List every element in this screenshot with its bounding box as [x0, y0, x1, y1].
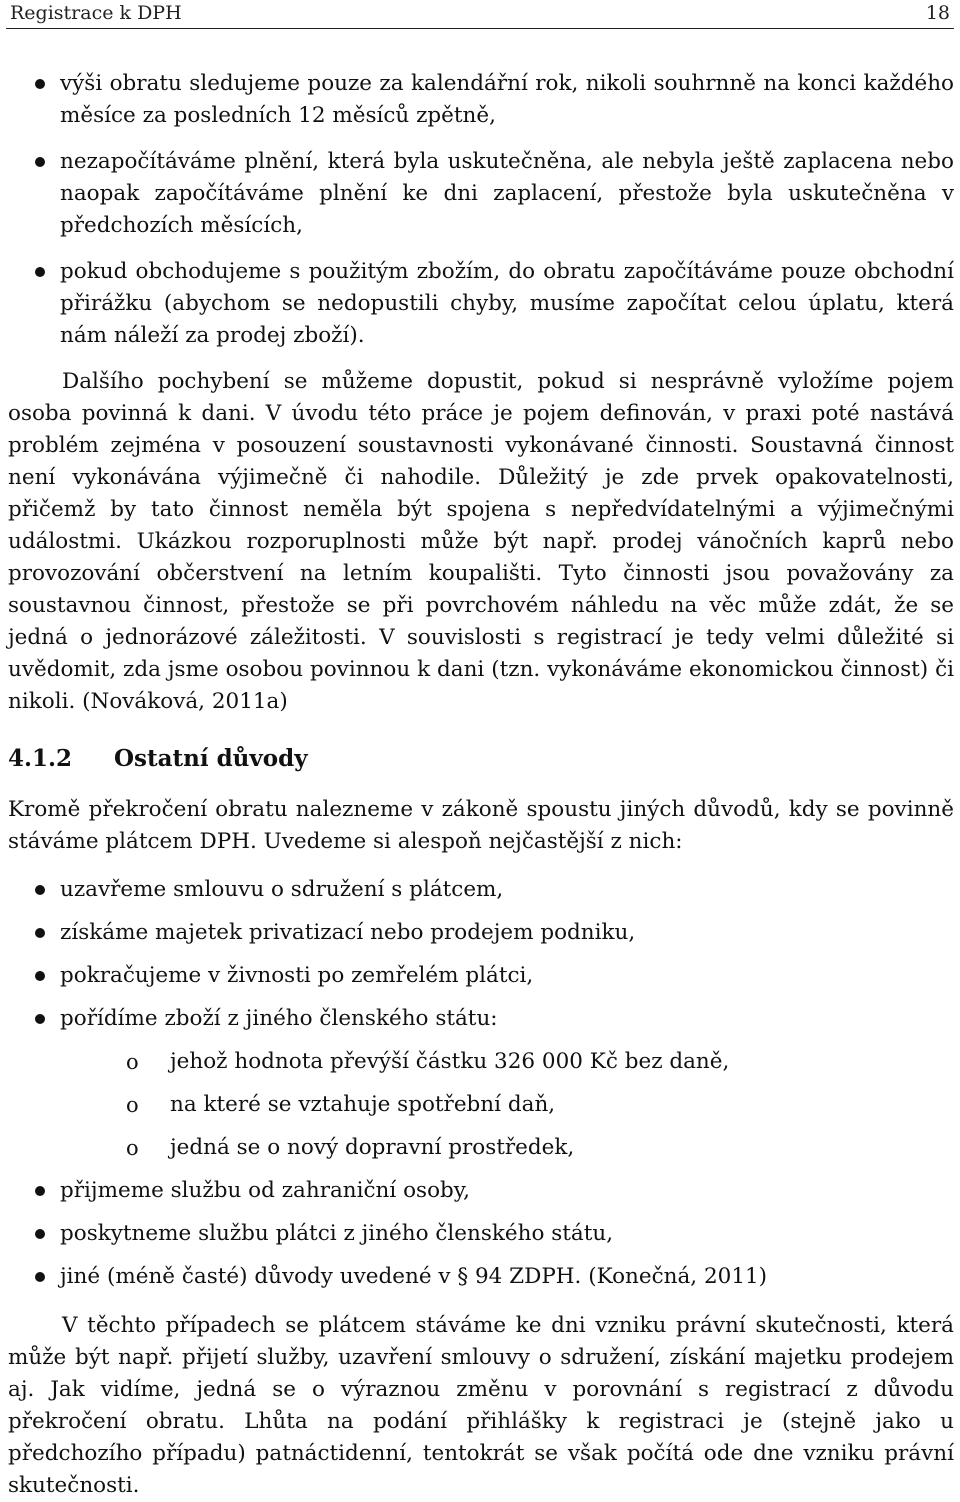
paragraph: V těchto případech se plátcem stáváme ke dni vzniku právní skutečnosti, která může být např. přijetí služby, uzavření smlouvy o sdružení, získání majetku prodejem aj. Jak vidíme, jedná se o výraznou změnu v porovnání s registrací z důvodu překročení obratu. Lhůta na podání přihlášky k registraci je (stejně jako u předchozího případu) patnáctidenní, tentokrát se však počítá ode dne vzniku právní skutečnosti. [8, 1313, 954, 1498]
sub-list-item [8, 1089, 954, 1121]
list-item [8, 1003, 954, 1035]
list-item [8, 1261, 954, 1293]
bullet-icon [35, 971, 45, 981]
section-heading [8, 744, 954, 774]
list-item-text: pokračujeme v živnosti po zemřelém plátci, [60, 963, 534, 988]
section-title: Ostatní důvody [114, 745, 308, 772]
list-item-text: poskytneme službu plátci z jiného členského státu, [60, 1221, 614, 1246]
paragraph: Dalšího pochybení se můžeme dopustit, pokud si nesprávně vyložíme pojem osoba povinná k dani. V úvodu této práce je pojem definován, v praxi poté nastává problém zejména v posouzení soustavnosti vykonávané činnosti. Soustavná činnost není vykonávána výjimečně či nahodile. Důležitý je zde prvek opakovatelnosti, přičemž by tato činnost neměla být spojena s nepředvídatelnými a výjimečnými událostmi. Ukázkou rozporuplnosti může být např. prodej vánočních kaprů nebo provozování občerstvení na letním koupališti. Tyto činnosti jsou považovány za soustavnou činnost, přestože se při povrchovém náhledu na věc může zdát, že se jedná o jednorázové záležitosti. V souvislosti s registrací je tedy velmi důležité si uvědomit, zda jsme osobou povinnou k dani (tzn. vykonáváme ekonomickou činnost) či nikoli. (Nováková, 2011a) [8, 369, 954, 714]
sub-list-goods [8, 1046, 954, 1164]
bullet-list-reasons [8, 874, 954, 1035]
list-item-text: pořídíme zboží z jiného členského státu: [60, 1006, 498, 1031]
list-item [8, 68, 954, 132]
list-item [8, 1175, 954, 1207]
paragraph: Kromě překročení obratu nalezneme v zákoně spoustu jiných důvodů, kdy se povinně stáváme plátcem DPH. Uvedeme si alespoň nejčastější z nich: [8, 797, 954, 854]
bullet-icon [35, 928, 45, 938]
list-item-text: nezapočítáváme plnění, která byla uskutečněna, ale nebyla ještě zaplacena nebo naopak započítáváme plnění ke dni zaplacení, přestože byla uskutečněna v předchozích měsících, [60, 149, 954, 238]
list-item [8, 874, 954, 906]
section-number: 4.1.2 [8, 745, 73, 772]
sub-list-item-text: na které se vztahuje spotřební daň, [170, 1092, 556, 1117]
list-item [8, 1218, 954, 1250]
sub-list-item [8, 1046, 954, 1078]
bullet-icon [35, 1229, 45, 1239]
page-number: 18 [925, 2, 950, 24]
bullet-icon [35, 1014, 45, 1024]
bullet-icon [35, 157, 45, 167]
list-item-text: získáme majetek privatizací nebo prodejem podniku, [60, 920, 636, 945]
bullet-icon [35, 1272, 45, 1282]
sub-list-item [8, 1132, 954, 1164]
list-item [8, 917, 954, 949]
bullet-icon [35, 1186, 45, 1196]
list-item [8, 146, 954, 242]
page-header [6, 0, 954, 29]
list-item [8, 960, 954, 992]
list-item-text: uzavřeme smlouvu o sdružení s plátcem, [60, 877, 504, 902]
list-item-text: přijmeme službu od zahraniční osoby, [60, 1178, 470, 1203]
header-title: Registrace k DPH [10, 2, 182, 24]
sub-list-item-text: jedná se o nový dopravní prostředek, [170, 1135, 575, 1160]
bullet-icon [35, 79, 45, 89]
bullet-list-reasons-more [8, 1175, 954, 1293]
list-item [8, 256, 954, 352]
list-item-text: výši obratu sledujeme pouze za kalendářní rok, nikoli souhrnně na konci každého měsíce za posledních 12 měsíců zpětně, [60, 71, 954, 128]
sub-list-item-text: jehož hodnota převýší částku 326 000 Kč bez daně, [170, 1049, 730, 1074]
bullet-list-turnover [8, 68, 954, 352]
list-item-text: pokud obchodujeme s použitým zbožím, do obratu započítáváme pouze obchodní přirážku (abychom se nedopustili chyby, musíme započítat celou úplatu, která nám náleží za prodej zboží). [60, 259, 954, 348]
sub-bullet-marker: o [126, 1050, 139, 1074]
list-item-text: jiné (méně časté) důvody uvedené v § 94 ZDPH. (Konečná, 2011) [60, 1264, 768, 1289]
sub-bullet-marker: o [126, 1136, 139, 1160]
bullet-icon [35, 885, 45, 895]
bullet-icon [35, 267, 45, 277]
page-content [8, 68, 954, 1502]
sub-bullet-marker: o [126, 1093, 139, 1117]
